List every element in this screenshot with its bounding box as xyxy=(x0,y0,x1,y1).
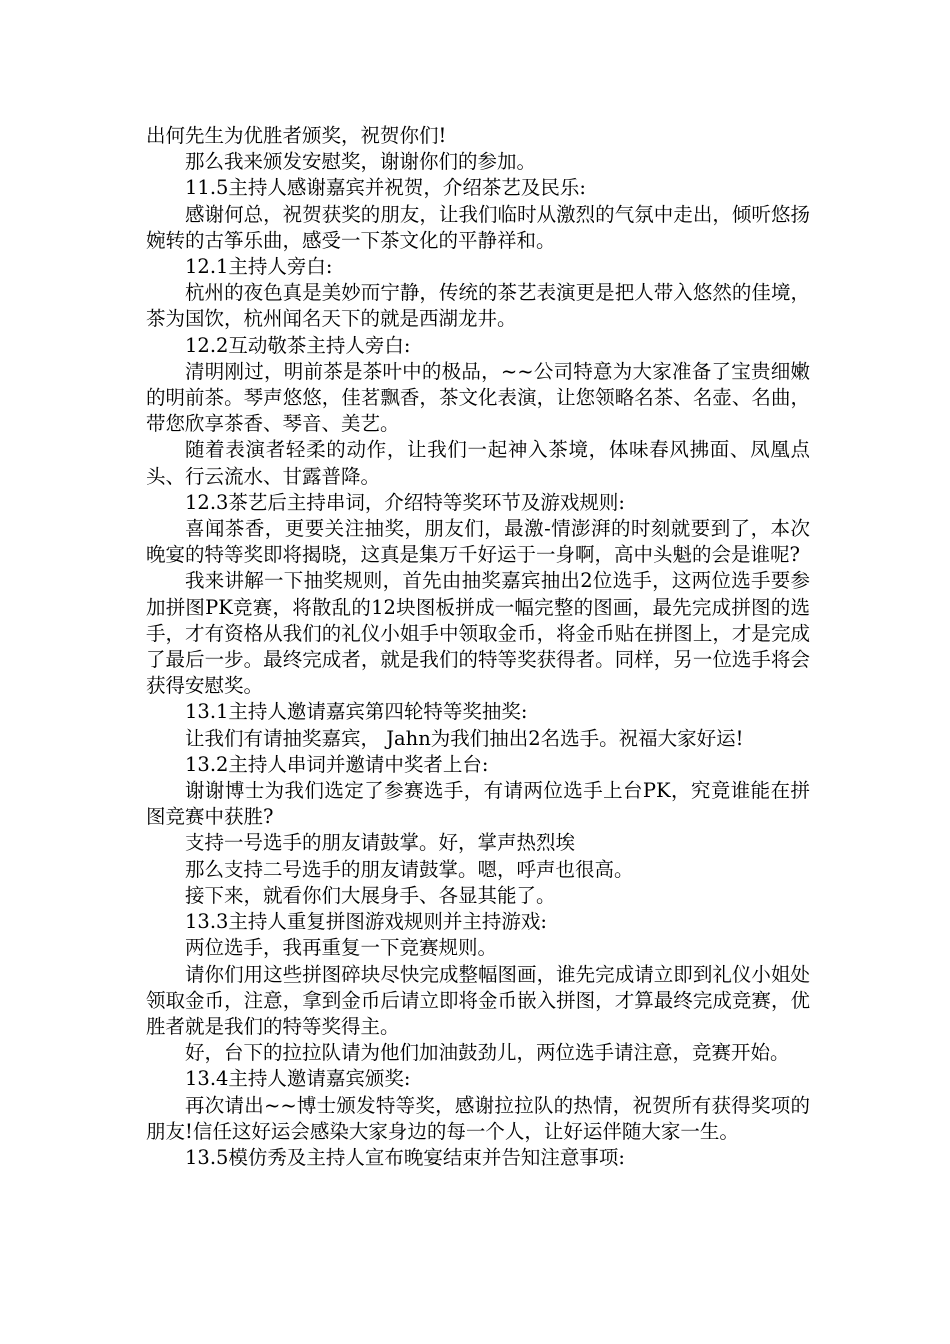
paragraph: 13.1主持人邀请嘉宾第四轮特等奖抽奖: xyxy=(185,700,528,724)
paragraph: 再次请出~~博士颁发特等奖，感谢拉拉队的热情，祝贺所有获得奖项的朋友!信任这好运会感染大家身边的每一个人，让好运伴随大家一生。 xyxy=(146,1093,810,1143)
document-body xyxy=(146,123,810,1171)
paragraph: 我来讲解一下抽奖规则，首先由抽奖嘉宾抽出2位选手，这两位选手要参加拼图PK竞赛，将散乱的12块图板拼成一幅完整的图画，最先完成拼图的选手，才有资格从我们的礼仪小姐手中领取金币，将金币贴在拼图上，才是完成了最后一步。最终完成者，就是我们的特等奖获得者。同样，另一位选手将会获得安慰奖。 xyxy=(146,569,810,698)
paragraph: 支持一号选手的朋友请鼓掌。好，掌声热烈埃 xyxy=(185,831,576,855)
paragraph: 那么我来颁发安慰奖，谢谢你们的参加。 xyxy=(185,150,537,174)
paragraph: 让我们有请抽奖嘉宾， Jahn为我们抽出2名选手。祝福大家好运! xyxy=(185,726,744,750)
paragraph: 11.5主持人感谢嘉宾并祝贺，介绍茶艺及民乐: xyxy=(185,176,586,200)
paragraph: 随着表演者轻柔的动作，让我们一起神入茶境，体味春风拂面、凤凰点头、行云流水、甘露普降。 xyxy=(146,438,810,488)
paragraph: 谢谢博士为我们选定了参赛选手，有请两位选手上台PK，究竟谁能在拼图竞赛中获胜? xyxy=(146,779,810,829)
paragraph: 喜闻茶香，更要关注抽奖，朋友们，最激-情澎湃的时刻就要到了，本次晚宴的特等奖即将揭晓，这真是集万千好运于一身啊，高中头魁的会是谁呢? xyxy=(146,517,810,567)
paragraph: 12.2互动敬茶主持人旁白: xyxy=(185,333,411,357)
paragraph: 13.2主持人串词并邀请中奖者上台: xyxy=(185,752,489,776)
paragraph: 请你们用这些拼图碎块尽快完成整幅图画，谁先完成请立即到礼仪小姐处领取金币，注意，拿到金币后请立即将金币嵌入拼图，才算最终完成竞赛，优胜者就是我们的特等奖得主。 xyxy=(146,962,810,1038)
paragraph: 那么支持二号选手的朋友请鼓掌。嗯，呼声也很高。 xyxy=(185,857,634,881)
paragraph: 12.1主持人旁白: xyxy=(185,255,333,279)
paragraph: 接下来，就看你们大展身手、各显其能了。 xyxy=(185,883,556,907)
paragraph: 出何先生为优胜者颁奖，祝贺你们! xyxy=(146,124,447,147)
paragraph: 两位选手，我再重复一下竞赛规则。 xyxy=(185,936,498,960)
paragraph: 12.3茶艺后主持串词，介绍特等奖环节及游戏规则: xyxy=(185,490,625,514)
paragraph: 杭州的夜色真是美妙而宁静，传统的茶艺表演更是把人带入悠然的佳境，茶为国饮，杭州闻名天下的就是西湖龙井。 xyxy=(146,281,810,331)
paragraph: 13.3主持人重复拼图游戏规则并主持游戏: xyxy=(185,910,547,934)
paragraph: 感谢何总，祝贺获奖的朋友，让我们临时从激烈的气氛中走出，倾听悠扬婉转的古筝乐曲，感受一下茶文化的平静祥和。 xyxy=(146,202,810,252)
paragraph: 清明刚过，明前茶是茶叶中的极品，~~公司特意为大家准备了宝贵细嫩的明前茶。琴声悠悠，佳茗飘香，茶文化表演，让您领略名茶、名壶、名曲，带您欣享茶香、琴音、美艺。 xyxy=(146,359,810,436)
paragraph: 13.5模仿秀及主持人宣布晚宴结束并告知注意事项: xyxy=(185,1145,625,1169)
paragraph: 13.4主持人邀请嘉宾颁奖: xyxy=(185,1067,411,1091)
paragraph: 好，台下的拉拉队请为他们加油鼓劲儿，两位选手请注意，竞赛开始。 xyxy=(185,1041,790,1065)
